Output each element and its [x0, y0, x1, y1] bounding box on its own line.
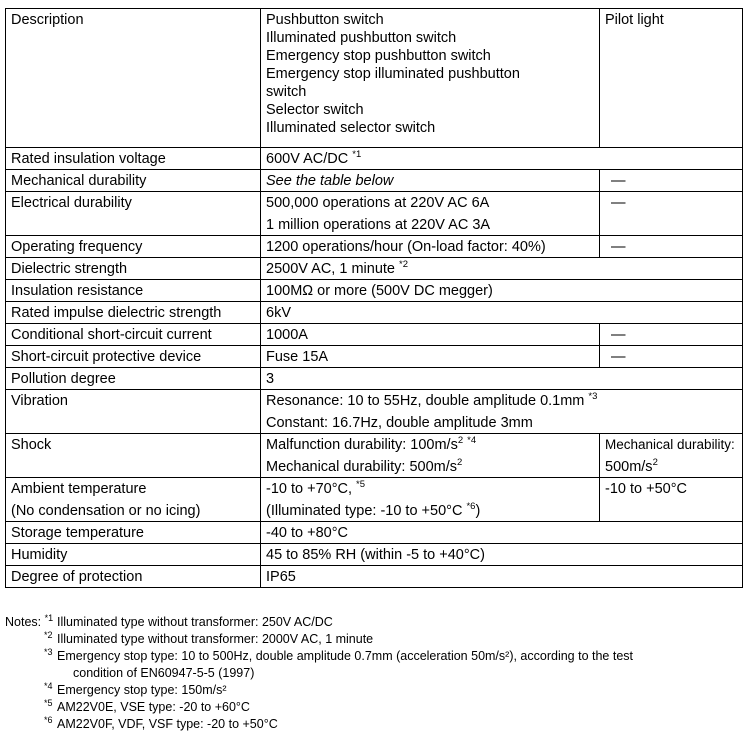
row-label: Rated insulation voltage	[6, 148, 261, 170]
row-pilot-value: —	[600, 324, 743, 346]
footnote-mark: *5	[356, 479, 366, 491]
row-label: Electrical durability	[6, 192, 261, 236]
switch-type: Illuminated pushbutton switch	[266, 30, 457, 46]
switch-type: Emergency stop pushbutton switch	[266, 48, 491, 64]
row-value: 1200 operations/hour (On-load factor: 40%)	[261, 236, 600, 258]
table-row	[6, 192, 743, 236]
footnote-item: $^{*2}$ Illuminated type without transformer: 2000V AC, 1 minute	[44, 629, 374, 646]
footnote-mark: *4	[44, 680, 53, 691]
row-label: Ambient temperature (No condensation or no icing)	[6, 478, 261, 522]
row-value: 500,000 operations at 220V AC 6A 1 million operations at 220V AC 3A	[261, 192, 600, 236]
footnote-mark: *1	[44, 612, 54, 623]
row-label: Shock	[6, 434, 261, 478]
footnote-mark: *6	[44, 714, 53, 725]
table-row	[6, 434, 743, 478]
row-value: 2500V AC, 1 minute $^{*2}$	[261, 258, 743, 280]
row-label: Degree of protection	[6, 566, 261, 588]
row-label: Storage temperature	[6, 522, 261, 544]
header-description: Description	[6, 9, 261, 148]
table-row	[6, 280, 743, 302]
row-value: See the table below	[261, 170, 600, 192]
row-value: 100MΩ or more (500V DC megger)	[261, 280, 743, 302]
footnote-mark: *2	[399, 259, 408, 271]
table-row	[6, 566, 743, 588]
row-value: 45 to 85% RH (within -5 to +40°C)	[261, 544, 743, 566]
row-label: Conditional short-circuit current	[6, 324, 261, 346]
row-label: Rated impulse dielectric strength	[6, 302, 261, 324]
footnote-mark: *4	[467, 435, 477, 447]
footnote-item: $^{*6}$ AM22V0F, VDF, VSF type: -20 to +50°C	[44, 714, 278, 731]
row-value: 600V AC/DC $^{*1}$	[261, 148, 743, 170]
footnote-mark: *5	[44, 697, 53, 708]
table-row	[6, 478, 743, 522]
switch-type: Illuminated selector switch	[266, 120, 436, 136]
footnote-mark: *3	[44, 646, 53, 657]
row-value: 6kV	[261, 302, 743, 324]
table-row	[6, 258, 743, 280]
notes-label: Notes:	[5, 615, 42, 629]
row-label: Mechanical durability	[6, 170, 261, 192]
row-value: Fuse 15A	[261, 346, 600, 368]
specifications-table	[5, 8, 743, 588]
switch-type: switch	[266, 84, 307, 100]
table-row	[6, 544, 743, 566]
row-pilot-value: —	[600, 346, 743, 368]
footnote-mark: *6	[466, 501, 476, 513]
footnote-mark: *3	[588, 391, 598, 403]
row-value: Resonance: 10 to 55Hz, double amplitude 0.1mm $^{*3}$ Constant: 16.7Hz, double amplitude 3mm	[261, 390, 743, 434]
switch-type: Pushbutton switch	[266, 12, 384, 28]
row-value: 1000A	[261, 324, 600, 346]
footnote-mark: *2	[44, 629, 53, 640]
table-header-row	[6, 9, 743, 148]
footnote-mark: *1	[352, 149, 362, 161]
row-value: Malfunction durability: $100m/s^2$ $^{*4}$ Mechanical durability: $500m/s^2$	[261, 434, 600, 478]
row-label: Operating frequency	[6, 236, 261, 258]
row-pilot-value: —	[600, 236, 743, 258]
row-pilot-value: Mechanical durability: $500m/s^2$	[600, 434, 743, 478]
table-row	[6, 522, 743, 544]
row-label: Insulation resistance	[6, 280, 261, 302]
table-row	[6, 148, 743, 170]
footnote-item: $^{*3}$ Emergency stop type: 10 to 500Hz, double amplitude 0.7mm (acceleration 50m/s²), according to the test condition of EN60947-5-5 (1997)	[44, 646, 633, 680]
table-row	[6, 390, 743, 434]
table-row	[6, 346, 743, 368]
footnote-item: Notes: $^{*1}$ Illuminated type without transformer: 250V AC/DC	[5, 612, 333, 629]
table-row	[6, 302, 743, 324]
row-pilot-value: —	[600, 170, 743, 192]
row-value: -40 to +80°C	[261, 522, 743, 544]
row-pilot-value: -10 to +50°C	[600, 478, 743, 522]
row-label: Dielectric strength	[6, 258, 261, 280]
row-label: Short-circuit protective device	[6, 346, 261, 368]
header-switch-types	[261, 9, 600, 148]
footnote-item: $^{*4}$ Emergency stop type: 150m/s²	[44, 680, 227, 697]
table-row	[6, 170, 743, 192]
row-value: -10 to +70°C, $^{*5}$ (Illuminated type: -10 to +50°C $^{*6}$)	[261, 478, 600, 522]
footnote-item: $^{*5}$ AM22V0E, VSE type: -20 to +60°C	[44, 697, 250, 714]
footnotes	[5, 614, 745, 733]
row-label: Humidity	[6, 544, 261, 566]
row-value: 3	[261, 368, 743, 390]
row-label: Vibration	[6, 390, 261, 434]
table-row	[6, 368, 743, 390]
header-pilot-light: Pilot light	[600, 9, 743, 148]
switch-type: Selector switch	[266, 102, 364, 118]
table-row	[6, 324, 743, 346]
switch-type: Emergency stop illuminated pushbutton	[266, 66, 520, 82]
row-value: IP65	[261, 566, 743, 588]
row-pilot-value: —	[600, 192, 743, 236]
row-label: Pollution degree	[6, 368, 261, 390]
table-row	[6, 236, 743, 258]
